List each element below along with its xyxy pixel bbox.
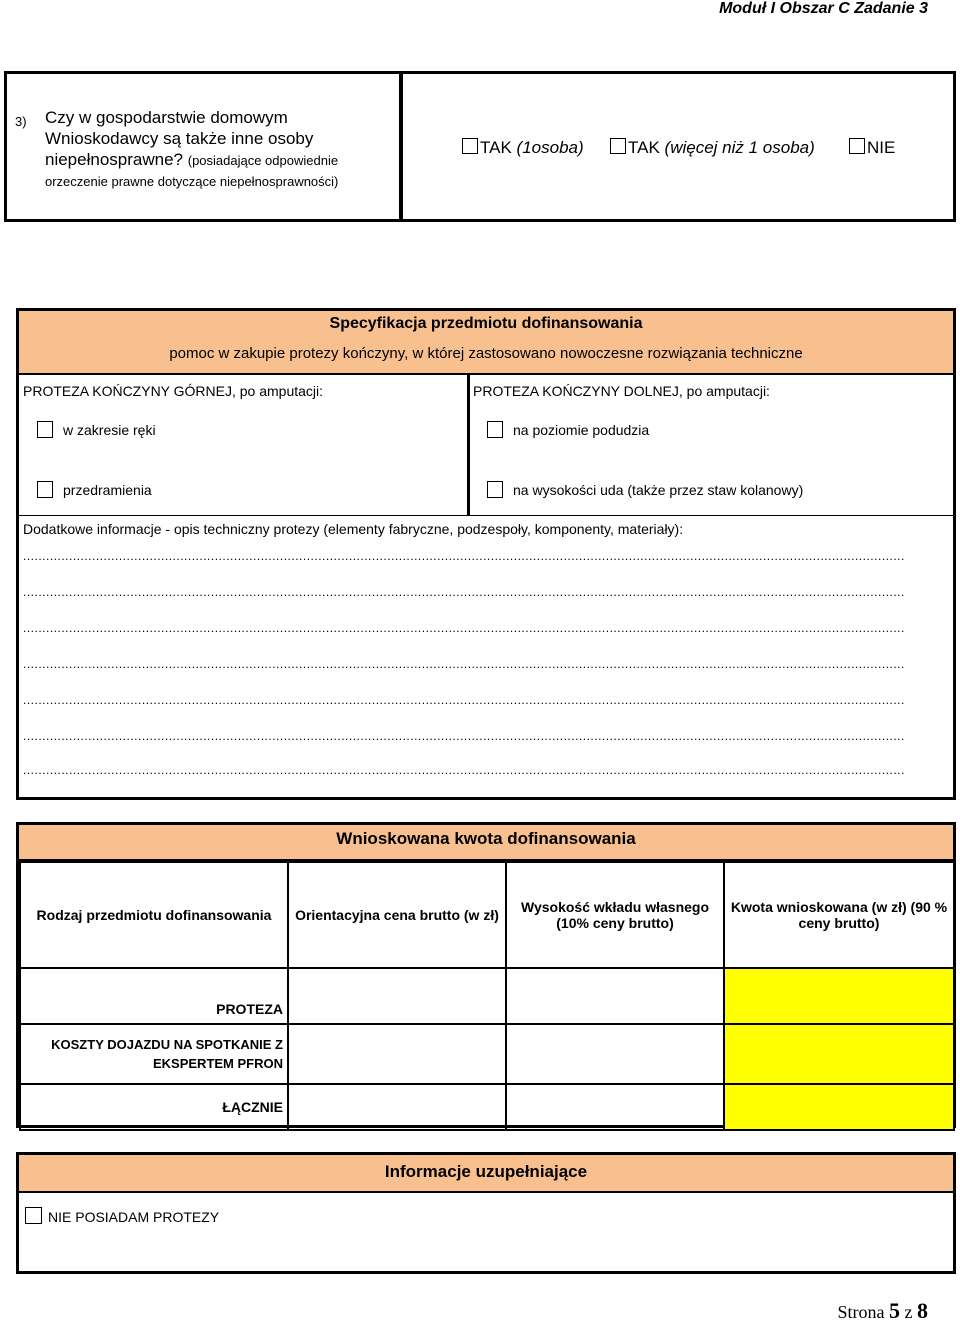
checkbox-icon[interactable] [25,1207,42,1224]
row-label: ŁĄCZNIE [20,1084,288,1130]
specification-subtitle: pomoc w zakupie protezy kończyny, w której zastosowano nowoczesne rozwiązania techniczne [169,345,803,362]
requested-amount-section [16,822,956,1128]
option-label: TAK [628,138,660,157]
price-cell[interactable] [288,1024,506,1084]
item-label: na wysokości uda (także przez staw kolanowy) [513,482,804,498]
question-3-text [45,107,385,191]
price-cell[interactable] [288,968,506,1024]
option-label: NIE POSIADAM PROTEZY [48,1209,220,1225]
lower-item-shin[interactable] [487,421,649,438]
question-3-main: Czy w gospodarstwie domowym Wnioskodawcy są także inne osoby niepełnosprawne? [45,108,314,169]
option-detail: (więcej niż 1 osoba) [664,138,815,157]
lower-item-thigh[interactable] [487,481,803,498]
table-row [20,968,954,1024]
upper-item-forearm[interactable] [37,481,152,498]
question-number: 3) [15,114,27,129]
total-pages: 8 [917,1298,928,1323]
checkbox-icon[interactable] [37,481,53,498]
question-3-divider [399,74,403,219]
answer-line[interactable]: ...................................................................................................................................................................................................................................... [23,549,905,563]
column-header: Rodzaj przedmiotu dofinansowania [20,862,288,968]
column-header: Wysokość wkładu własnego (10% ceny brutto) [506,862,724,968]
upper-item-hand[interactable] [37,421,156,438]
price-cell[interactable] [288,1084,506,1130]
current-page: 5 [889,1298,900,1323]
column-divider [467,375,470,515]
answer-line[interactable]: ...................................................................................................................................................................................................................................... [23,657,905,671]
item-label: na poziomie podudzia [513,422,650,438]
checkbox-icon[interactable] [37,421,53,438]
requested-amount-title: Wnioskowana kwota dofinansowania [19,825,953,861]
table-row [20,1024,954,1084]
page-separator: z [904,1302,913,1322]
requested-amount-cell[interactable] [724,1084,954,1130]
row-divider [19,515,953,516]
checkbox-icon[interactable] [849,138,865,154]
option-tak-1[interactable] [462,138,584,158]
question-3-note: (posiadające odpowiednie orzeczenie prawne dotyczące niepełnosprawności) [45,153,339,189]
own-contribution-cell[interactable] [506,1084,724,1130]
own-contribution-cell[interactable] [506,968,724,1024]
lower-limb-heading: PROTEZA KOŃCZYNY DOLNEJ, po amputacji: [473,383,770,399]
checkbox-icon[interactable] [462,138,478,154]
additional-information-title: Informacje uzupełniające [19,1155,953,1193]
specification-title: Specyfikacja przedmiotu dofinansowania [329,315,643,332]
table-row [20,1084,954,1130]
row-label: PROTEZA [20,968,288,1024]
additional-info-label: Dodatkowe informacje - opis techniczny protezy (elementy fabryczne, podzespoły, komponenty, materiały): [23,521,684,537]
upper-limb-heading: PROTEZA KOŃCZYNY GÓRNEJ, po amputacji: [23,383,324,399]
column-header: Orientacyjna cena brutto (w zł) [288,862,506,968]
answer-line[interactable]: ...................................................................................................................................................................................................................................... [23,729,905,743]
column-header: Kwota wnioskowana (w zł) (90 % ceny brutto) [724,862,954,968]
row-label: KOSZTY DOJAZDU NA SPOTKANIE Z EKSPERTEM PFRON [20,1024,288,1084]
requested-amount-table [19,861,955,1131]
requested-amount-cell[interactable] [724,968,954,1024]
specification-section [16,308,956,800]
requested-amount-cell[interactable] [724,1024,954,1084]
checkbox-icon[interactable] [487,481,503,498]
checkbox-icon[interactable] [487,421,503,438]
answer-line[interactable]: ...................................................................................................................................................................................................................................... [23,693,905,707]
own-contribution-cell[interactable] [506,1024,724,1084]
module-title: Moduł I Obszar C Zadanie 3 [719,0,928,17]
answer-line[interactable]: ...................................................................................................................................................................................................................................... [23,763,905,777]
option-detail: (1osoba) [516,138,584,157]
option-tak-more[interactable] [610,138,815,158]
option-label: TAK [480,138,512,157]
no-prosthesis-option[interactable] [25,1207,219,1225]
page-prefix: Strona [837,1302,885,1322]
table-header-row [20,862,954,968]
question-3-box [4,71,956,222]
item-label: przedramienia [63,482,152,498]
option-label: NIE [867,138,896,157]
option-nie[interactable] [849,138,895,158]
page-number [838,1298,929,1324]
checkbox-icon[interactable] [610,138,626,154]
specification-header [19,311,953,375]
item-label: w zakresie ręki [63,422,156,438]
answer-line[interactable]: ...................................................................................................................................................................................................................................... [23,585,905,599]
answer-line[interactable]: ...................................................................................................................................................................................................................................... [23,621,905,635]
additional-information-section [16,1152,956,1274]
